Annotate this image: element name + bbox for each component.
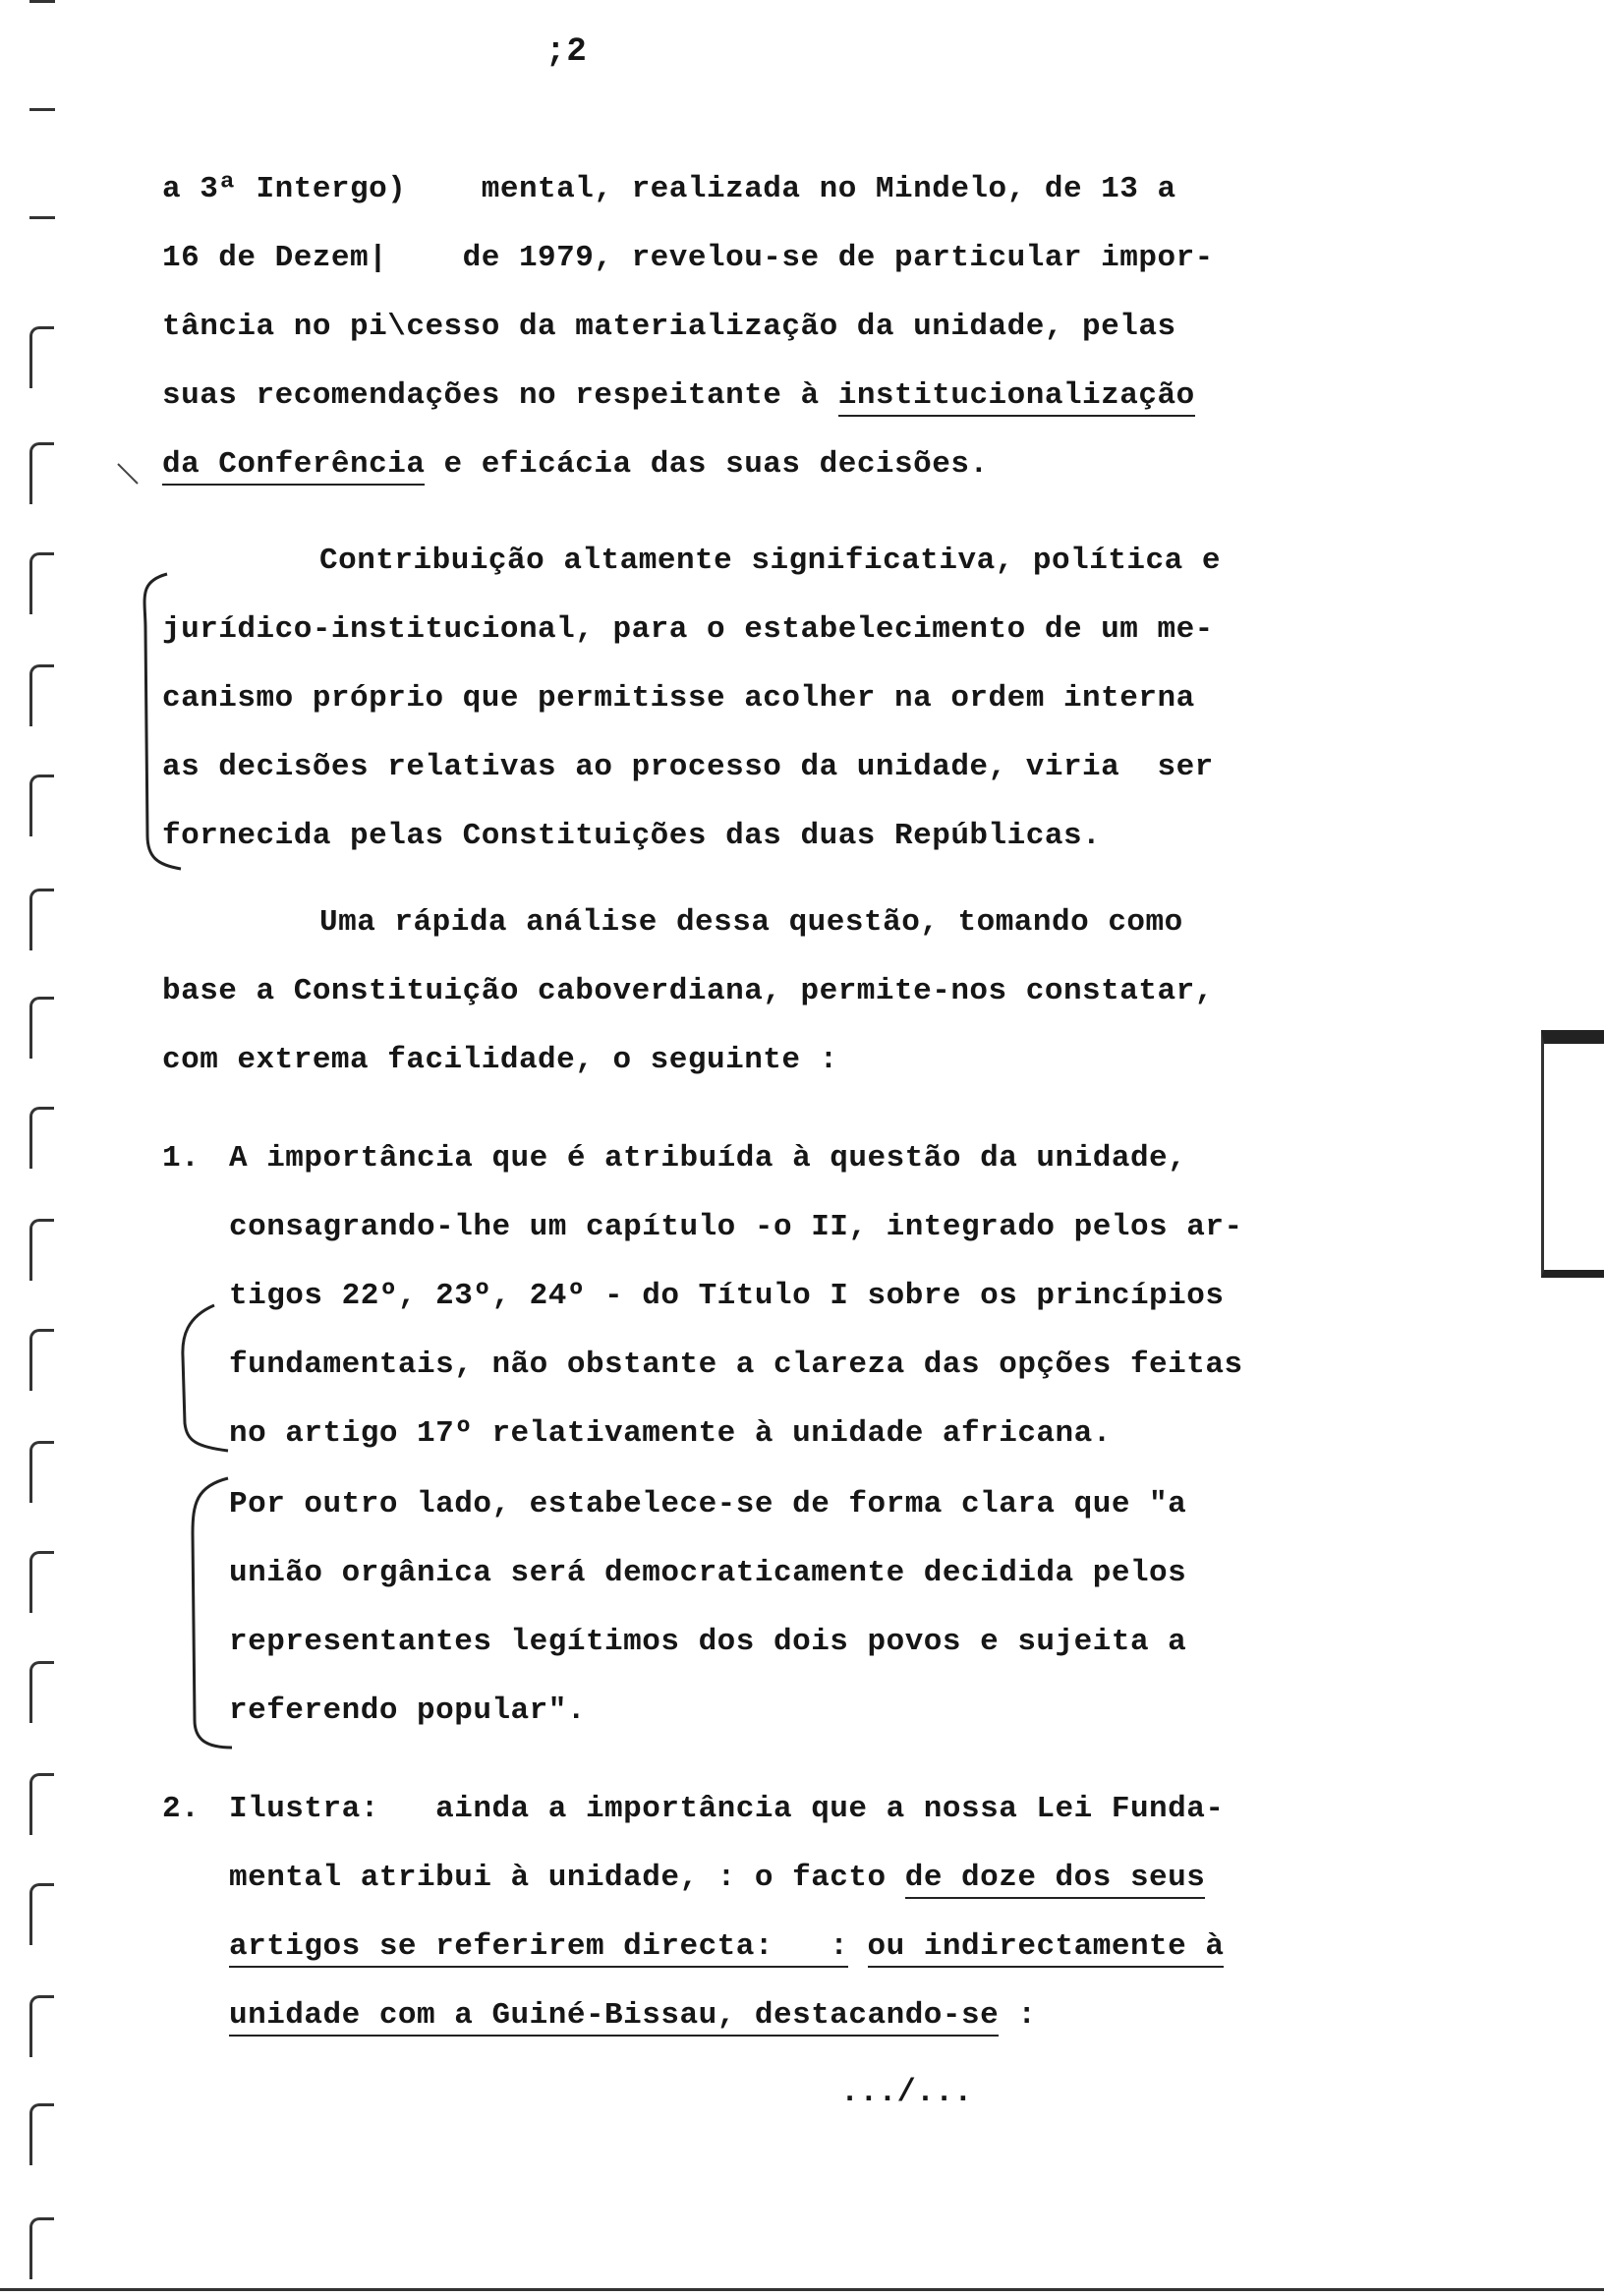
- binding-mark: [29, 997, 54, 1059]
- text-line: Por outro lado, estabelece-se de forma clara que "a: [229, 1487, 1187, 1521]
- text-segment: Ilustra: ainda a importância que a nossa Lei Funda-: [229, 1792, 1225, 1826]
- binding-mark: [29, 442, 54, 504]
- text-line: tância no pi\cesso da materialização da unidade, pelas: [162, 310, 1176, 344]
- text-line: fundamentais, não obstante a clareza das opções feitas: [229, 1348, 1243, 1382]
- text-line: referendo popular".: [229, 1693, 586, 1728]
- bracket-paragraph2: [144, 574, 181, 869]
- binding-mark: [29, 552, 54, 614]
- binding-mark: [29, 326, 54, 388]
- binding-mark: [29, 1995, 54, 2057]
- binding-mark: [29, 889, 54, 950]
- underlined-text: artigos se referirem directa: :: [229, 1929, 848, 1968]
- binding-mark: [29, 1329, 54, 1391]
- text-line: Contribuição altamente significativa, política e: [319, 544, 1221, 578]
- text-segment: :: [999, 1998, 1037, 2033]
- list-item-number: 1.: [162, 1141, 200, 1176]
- text-line: as decisões relativas ao processo da unidade, viria ser: [162, 750, 1214, 784]
- text-line: a 3ª Intergo) mental, realizada no Mindelo, de 13 a: [162, 172, 1176, 206]
- underlined-text: da Conferência: [162, 447, 425, 486]
- page-number: ;2: [545, 33, 588, 71]
- binding-mark: [29, 1107, 54, 1169]
- text-line: consagrando-lhe um capítulo -o II, integrado pelos ar-: [229, 1210, 1243, 1244]
- text-line: tigos 22º, 23º, 24º - do Título I sobre os princípios: [229, 1279, 1225, 1313]
- binding-mark: [29, 775, 54, 836]
- text-segment: A importância que é atribuída à questão da unidade,: [229, 1141, 1187, 1176]
- binding-mark: [29, 664, 54, 726]
- underlined-text: institucionalização: [838, 378, 1195, 417]
- text-line: jurídico-institucional, para o estabelecimento de um me-: [162, 612, 1214, 647]
- underlined-text: de doze dos seus: [905, 1861, 1206, 1899]
- binding-mark: [29, 0, 55, 3]
- text-line: Uma rápida análise dessa questão, tomando como: [319, 905, 1183, 940]
- binding-mark: [29, 1219, 54, 1281]
- text-line: base a Constituição caboverdiana, permite-nos constatar,: [162, 974, 1214, 1008]
- bracket-item1: [183, 1305, 228, 1451]
- underlined-text: unidade com a Guiné-Bissau, destacando-se: [229, 1998, 999, 2037]
- binding-mark: [29, 2103, 54, 2165]
- text-line: no artigo 17º relativamente à unidade africana.: [229, 1416, 1112, 1451]
- text-line: com extrema facilidade, o seguinte :: [162, 1043, 838, 1077]
- binding-mark: [29, 1773, 54, 1835]
- text-line: 16 de Dezem| de 1979, revelou-se de particular impor-: [162, 241, 1214, 275]
- text-line: fornecida pelas Constituições das duas Repúblicas.: [162, 819, 1102, 853]
- text-segment: mental atribui à unidade, : o facto: [229, 1861, 905, 1895]
- binding-mark: [29, 108, 55, 111]
- text-line: representantes legítimos dos dois povos e sujeita a: [229, 1625, 1187, 1659]
- bracket-item1-continuation: [193, 1478, 232, 1748]
- bottom-edge-rule: [0, 2288, 1604, 2291]
- text-segment: suas recomendações no respeitante à: [162, 378, 838, 413]
- binding-mark: [29, 1661, 54, 1723]
- right-edge-scan-mark: [1541, 1030, 1604, 1278]
- binding-mark: [29, 1883, 54, 1945]
- margin-tick: [118, 464, 138, 484]
- text-line: união orgânica será democraticamente decidida pelos: [229, 1556, 1187, 1590]
- binding-mark: [29, 1551, 54, 1613]
- list-item-number: 2.: [162, 1792, 200, 1826]
- underlined-text: ou indirectamente à: [868, 1929, 1225, 1968]
- text-line: canismo próprio que permitisse acolher na ordem interna: [162, 681, 1195, 716]
- page-continuation-mark: .../...: [840, 2074, 973, 2110]
- binding-mark: [29, 2217, 54, 2279]
- text-segment: e eficácia das suas decisões.: [425, 447, 989, 482]
- binding-mark: [29, 1441, 54, 1503]
- binding-mark: [29, 216, 55, 219]
